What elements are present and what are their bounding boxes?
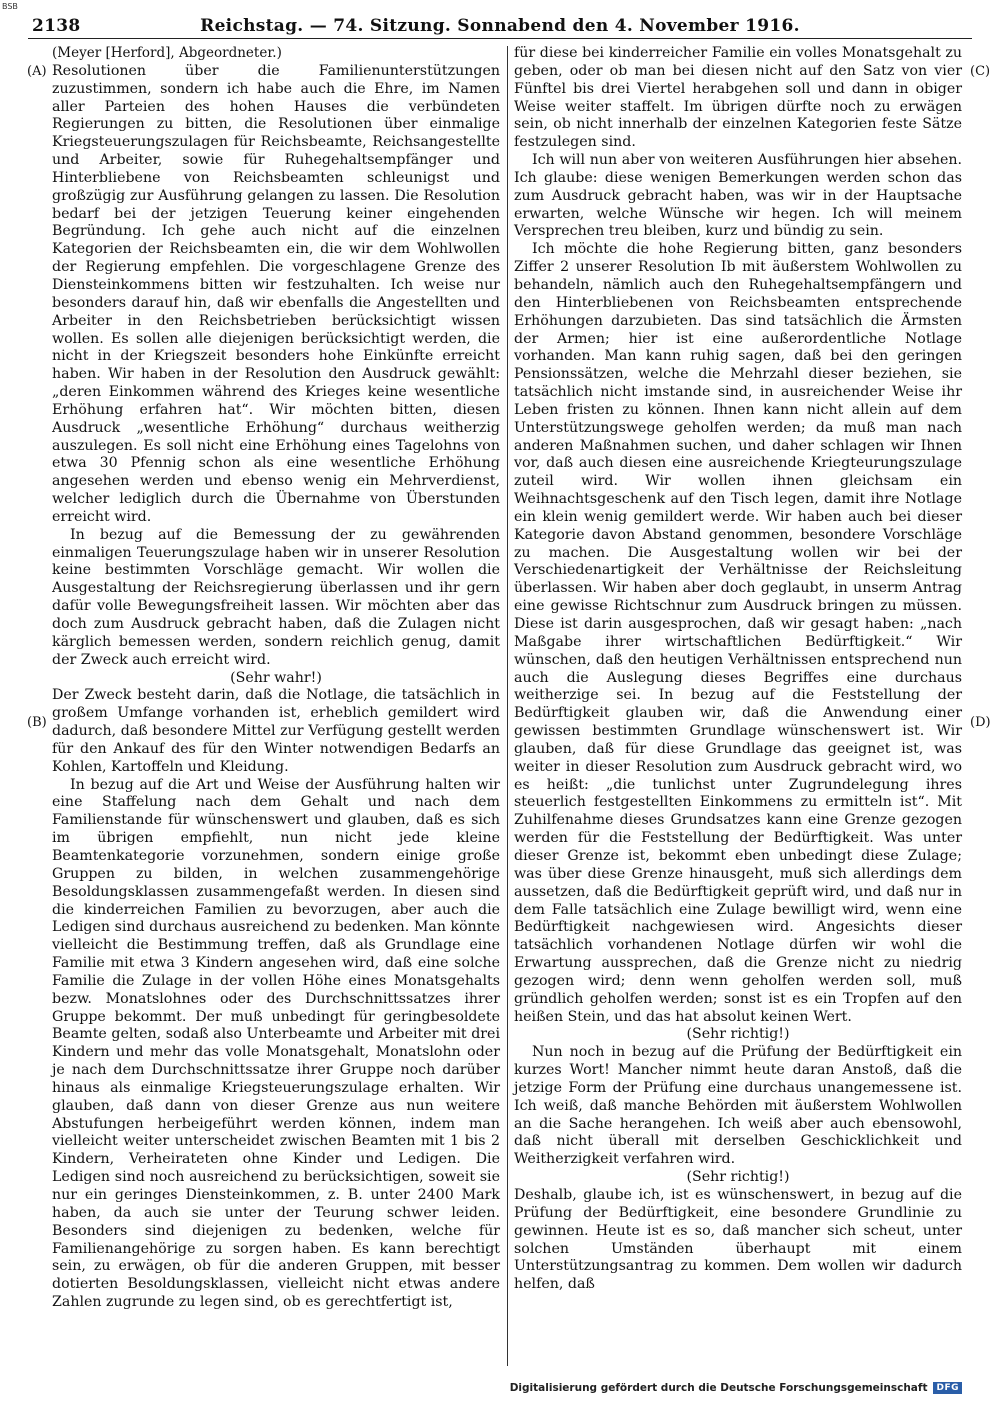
audience-reaction: (Sehr richtig!) <box>686 1026 790 1043</box>
audience-reaction: (Sehr wahr!) <box>230 669 322 686</box>
dfg-logo: DFG <box>933 1382 962 1394</box>
running-title: Reichstag. — 74. Sitzung. Sonnabend den 4. November 1916. <box>200 16 800 36</box>
paragraph: Nun noch in bezug auf die Prüfung der Bedürftigkeit ein kurzes Wort! Mancher nimmt heute daran Anstoß, daß die jetzige Form der Prüfung eine durchaus unangemessene ist. Ich weiß, daß manche Behörden mit äußerstem Wohlwollen an die Sache herangehen. Ich weiß aber auch ebensowohl, daß nicht überall mit derselben Geschicklichkeit und Weitherzigkeit verfahren wird. <box>514 1044 962 1168</box>
paragraph: Deshalb, glaube ich, ist es wünschenswert, in bezug auf die Prüfung der Bedürftigkeit, eine besondere Grundlinie zu gewinnen. Heute ist es so, daß mancher sich scheut, unter solchen Umständen überhaupt mit einem Unterstützungsantrag zu kommen. Dem wollen wir dadurch helfen, daß <box>514 1187 962 1293</box>
column-divider <box>507 46 508 1366</box>
paragraph: Resolutionen über die Familienunterstützungen zuzustimmen, sondern ich habe auch die Ehre, im Namen aller Parteien des hohen Hauses die verbündeten Regierungen zu bitten, die Resolutionen über einmalige Kriegsteuerungszulagen für Reichsbeamte, Reichsangestellte und Arbeiter, sowie für Ruhegehaltsempfänger und Hinterbliebene von Reichsbeamten schleunigst und großzügig zur Ausführung gelangen zu lassen. Die Resolution bedarf bei der jetzigen Teuerung keiner eingehenden Begründung. Ich gehe auch nicht auf die einzelnen Kategorien der Reichsbeamten ein, die wir dem Wohlwollen der Regierung empfehlen. Die vorgeschlagene Grenze des Diensteinkommens bitten wir festzuhalten. Ich weise nur besonders darauf hin, daß wir ebenfalls die Angestellten und Arbeiter in den Reichsbetrieben berücksichtigt wissen wollen. Es sollen alle diejenigen berücksichtigt werden, die nicht in der Kriegszeit besonders hohe Einkünfte erreicht haben. Wir haben in der Resolution den Ausdruck gewählt: „deren Einkommen während des Krieges keine wesentliche Erhöhung erfahren hat“. Wir möchten bitten, diesen Ausdruck „wesentliche Erhöhung“ durchaus weitherzig auszulegen. Es soll nicht eine Erhöhung eines Tagelohns von etwa 30 Pfennig schon als eine wesentliche Erhöhung angesehen werden und ebenso wenig ein Mehrverdienst, welcher lediglich durch die Übernahme von Überstunden erreicht wird. <box>52 62 500 525</box>
page-header <box>28 12 972 38</box>
speaker-line: (Meyer [Herford], Abgeordneter.) <box>52 45 282 61</box>
library-mark: BSB <box>2 2 18 11</box>
paragraph: Ich möchte die hohe Regierung bitten, ganz besonders Ziffer 2 unserer Resolution Ib mit äußerstem Wohlwollen zu behandeln, nämlich auch den Ruhegehaltsempfängern und den Hinterbliebenen von Reichsbeamten entsprechende Erhöhungen darzubieten. Das sind tatsächlich die Ärmsten der Armen; hier ist eine außerordentliche Notlage vorhanden. Man kann ruhig sagen, daß bei den geringen Pensionssätzen, welche die Mehrzahl dieser beziehen, sie tatsächlich nicht imstande sind, in ausreichender Weise ihr Leben fristen zu können. Ihnen kann nicht allein auf dem Unterstützungswege geholfen werden; da muß man nach anderen Maßnahmen suchen, und daher schlagen wir Ihnen vor, daß auch diesen eine ausreichende Kriegteurungszulage zuteil wird. Wir wollen ihnen gleichsam ein Weihnachtsgeschenk auf den Tisch legen, damit ihre Notlage ein klein wenig gemildert werde. Wir haben auch bei dieser Kategorie davon Abstand genommen, besondere Vorschläge zu machen. Die Ausgestaltung wollen wir bei der Verschiedenartigkeit der Verhältnisse der Reichsleitung überlassen. Wir haben aber doch geglaubt, in unserm Antrag eine gewisse Richtschnur zum Ausdruck bringen zu müssen. Diese ist darin ausgesprochen, daß wir gesagt haben: „nach Maßgabe ihrer wirtschaftlichen Bedürftigkeit.“ Wir wünschen, daß den heutigen Verhältnissen entsprechend nun auch die Auslegung dieses Begriffes eine durchaus weitherzige sei. In bezug auf die Feststellung der Bedürftigkeit glauben wir, daß die Anwendung einer gewissen bestimmten Grundlage wünschenswert ist. Wir glauben, daß für diese Grundlage das geeignet ist, was weiter in dieser Resolution zum Ausdruck gebracht wird, wo es heißt: „die tunlichst unter Zugrundelegung ihres steuerlich festgestellten Einkommens zu ermitteln ist“. Mit Zuhilfenahme dieses Grundsatzes kann eine Grenze gezogen werden für die Feststellung der Bedürftigkeit. Was unter dieser Grenze ist, bekommt eben unbedingt diese Zulage; was über diese Grenze hinausgeht, muß sich allerdings dem aussetzen, daß die Bedürftigkeit geprüft wird, und daß nur in dem Falle tatsächlich eine Zulage bewilligt wird, wenn eine Bedürftigkeit nachgewiesen wird. Angesichts dieser tatsächlich vorhandenen Notlage dürfen wir wohl die Erwartung aussprechen, daß die Grenze nicht zu niedrig gezogen wird; denn wenn geholfen werden soll, muß gründlich geholfen werden; sonst ist es ein Tropfen auf den heißen Stein, und das hat absolut keinen Wert. <box>514 241 962 1025</box>
margin-marker-b: (B) <box>27 715 47 730</box>
paragraph: In bezug auf die Art und Weise der Ausführung halten wir eine Staffelung nach dem Gehalt und nach dem Familienstande für wünschenswert und glauben, daß es sich im übrigen empfiehlt, nun nicht jede kleine Beamtenkategorie vorzunehmen, sondern einige große Gruppen zu bilden, in welchen zusammengehörige Besoldungsklassen zusammengefaßt werden. In diesen sind die kinderreichen Familien zu bevorzugen, aber auch die Ledigen sind durchaus ausreichend zu bedenken. Man könnte vielleicht die Bestimmung treffen, daß als Grundlage eine Familie mit etwa 3 Kindern angesehen wird, daß eine solche Familie die Zulage in der vollen Höhe eines Monatsgehalts bezw. Monatslohnes oder des Durchschnittssatzes ihrer Gruppe bekommt. Der muß unbedingt für geringbesoldete Beamte gelten, sodaß also Unterbeamte und Arbeiter mit drei Kindern und mehr das volle Monatsgehalt, Monatslohn oder je nach dem Durchschnittssatze ihrer Gruppe noch darüber hinaus als einmalige Kriegsteuerungszulage erhalten. Wir glauben, daß dann von dieser Grenze aus nun weitere Abstufungen herbeigeführt werden können, indem man vielleicht weiter unterscheidet zwischen Beamten mit 1 bis 2 Kindern, Verheirateten ohne Kinder und Ledigen. Die Ledigen sind noch ausreichend zu berücksichtigen, soweit sie nur ein geringes Diensteinkommen, z. B. unter 2400 Mark haben, da auch sie unter der Teurung schwer leiden. Besonders sind diejenigen zu bedenken, welche für Familienangehörige zu sorgen haben. Es kann berechtigt sein, zu erwägen, ob für die anderen Gruppen, mit besser dotierten Besoldungsklassen, vielleicht nicht etwas andere Zahlen zugrunde zu legen sind, ob es gerechtfertigt ist, <box>52 776 500 1311</box>
page-number: 2138 <box>32 16 81 36</box>
audience-reaction: (Sehr richtig!) <box>686 1169 790 1186</box>
footer-credit: Digitalisierung gefördert durch die Deutsche Forschungsgemeinschaft <box>509 1382 928 1394</box>
margin-marker-c: (C) <box>970 64 991 79</box>
margin-marker-a: (A) <box>27 64 47 79</box>
paragraph: für diese bei kinderreicher Familie ein volles Monatsgehalt zu geben, oder ob man bei diesen nicht auf den Satz von vier Fünftel bis drei Viertel herabgehen soll und dann in obiger Weise weiter staffelt. Im übrigen dürfte noch zu erwägen sein, ob nicht innerhalb der einzelnen Kategorien feste Sätze festzulegen sind. <box>514 45 962 151</box>
right-column <box>514 45 962 1294</box>
margin-marker-d: (D) <box>970 715 991 730</box>
paragraph: Der Zweck besteht darin, daß die Notlage, die tatsächlich in großem Umfange vorhanden ist, erheblich gemildert wird dadurch, daß besondere Mittel zur Verfügung gestellt werden für den Ankauf des für den Winter notwendigen Bedarfs an Kohlen, Kartoffeln und Kleidung. <box>52 687 500 775</box>
paragraph: In bezug auf die Bemessung der zu gewährenden einmaligen Teuerungszulage haben wir in unserer Resolution keine bestimmten Vorschläge gemacht. Wir wollen die Ausgestaltung der Reichsregierung überlassen und ihr gern dafür volle Bewegungsfreiheit lassen. Wir möchten aber das doch zum Ausdruck gebracht haben, daß die Zulagen nicht kärglich bemessen werden, sondern reichlich genug, damit der Zweck auch erreicht wird. <box>52 526 500 668</box>
left-column <box>52 45 500 1312</box>
header-rule <box>28 38 972 39</box>
footer <box>510 1380 962 1396</box>
paragraph: Ich will nun aber von weiteren Ausführungen hier absehen. Ich glaube: diese wenigen Bemerkungen werden schon das zum Ausdruck gebracht haben, was wir in der Hauptsache erwarten, welche Wünsche wir hegen. Ich will meinem Versprechen treu bleiben, kurz und bündig zu sein. <box>514 152 962 240</box>
